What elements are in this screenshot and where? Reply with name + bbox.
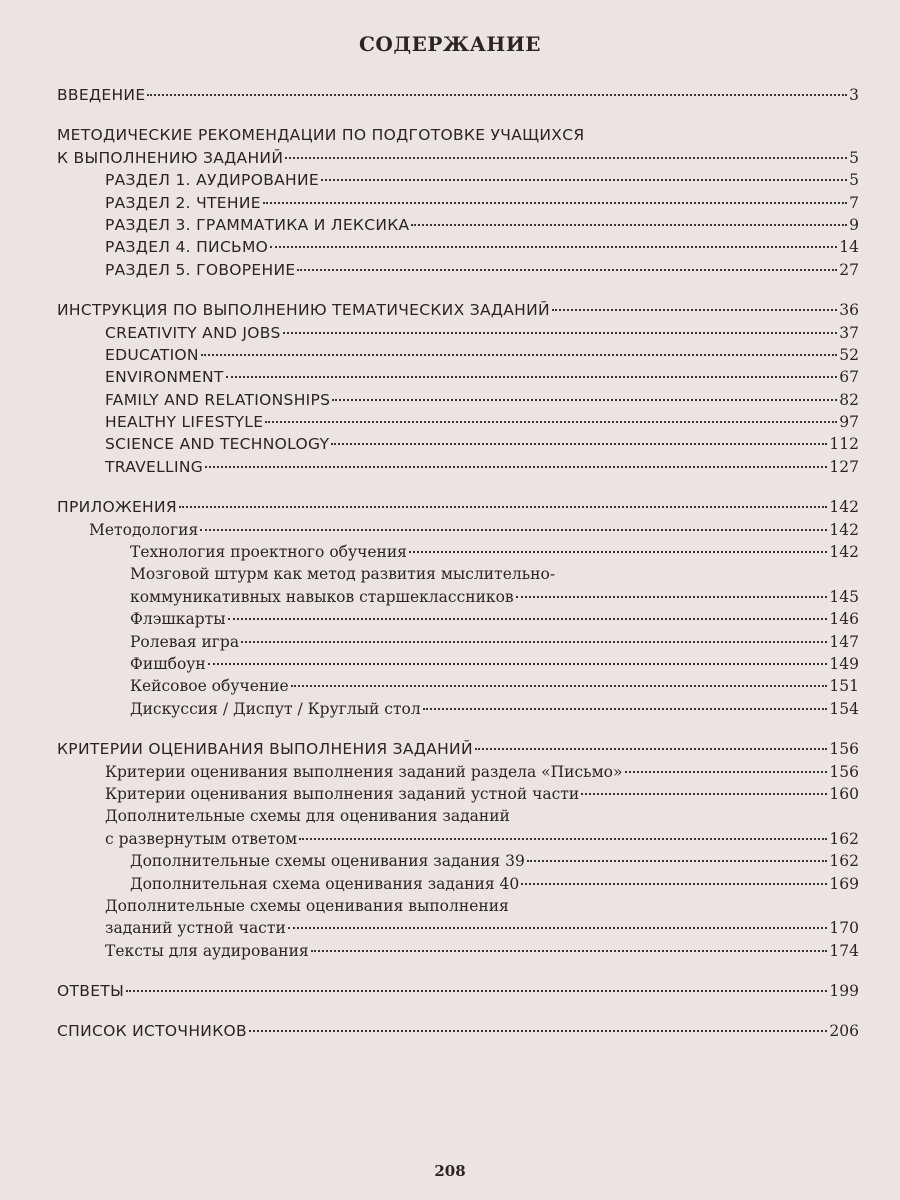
toc-entry-page: 14 [839,238,859,257]
toc-entry [57,84,859,106]
toc-entry [57,873,859,895]
toc-entry-page: 52 [839,345,859,364]
toc-entry-page: 82 [839,390,859,409]
toc-entry-page: 36 [839,301,859,320]
dot-leader [299,838,827,840]
toc-section [57,980,859,1002]
toc-entry-page: 146 [829,610,859,629]
toc-entry-page: 67 [839,368,859,387]
dot-leader [311,950,828,952]
toc-entry [57,214,859,236]
toc-entry-first-line [57,563,859,585]
toc-entry-page: 154 [829,699,859,718]
dot-leader [249,1030,827,1032]
toc-entry-title: ENVIRONMENT [105,368,224,387]
dot-leader [552,309,837,311]
toc-entry [57,389,859,411]
toc-entry-page: 206 [829,1022,859,1041]
toc-entry [57,980,859,1002]
toc-entry-title: CREATIVITY AND JOBS [105,323,281,342]
toc-entry [57,586,859,608]
page-number: 208 [434,1162,466,1180]
dot-leader [409,551,827,553]
toc-entry-page: 5 [849,148,859,167]
dot-leader [291,685,828,687]
toc-entry [57,236,859,258]
toc-entry-page: 9 [849,215,859,234]
dot-leader [625,771,828,773]
toc-entry-page: 169 [829,874,859,893]
toc-entry-page: 7 [849,193,859,212]
dot-leader [521,883,827,885]
toc-entry [57,850,859,872]
toc-entry-page: 142 [829,543,859,562]
toc-entry [57,456,859,478]
toc-entry-title: Кейсовое обучение [130,677,289,696]
toc-entry-title: Дополнительные схемы для оценивания заданий [105,807,510,826]
dot-leader [263,202,847,204]
toc-entry [57,541,859,563]
toc-entry-page: 199 [829,982,859,1001]
toc-entry-title: Дискуссия / Диспут / Круглый стол [130,699,421,718]
toc-entry-page: 112 [829,435,859,454]
toc-entry-title: Дополнительные схемы оценивания задания 39 [130,852,525,871]
toc-section [57,1020,859,1042]
toc-entry-page: 127 [829,457,859,476]
toc-entry [57,519,859,541]
toc-entry-title: РАЗДЕЛ 3. ГРАММАТИКА И ЛЕКСИКА [105,215,410,234]
toc-entry-title: ВВЕДЕНИЕ [57,86,146,104]
toc-entry [57,366,859,388]
toc-entry [57,828,859,850]
toc-entry-page: 147 [829,632,859,651]
toc-entry-page: 5 [849,171,859,190]
toc-entry-title: Методология [89,520,199,539]
toc-entry-title: коммуникативных навыков старшеклассников [130,587,514,606]
dot-leader [331,443,827,445]
toc-entry-page: 156 [829,740,859,759]
dot-leader [270,246,837,248]
toc-entry-title: РАЗДЕЛ 2. ЧТЕНИЕ [105,193,261,212]
toc-entry-title: Мозговой штурм как метод развития мыслительно- [130,565,556,584]
toc-entry-page: 170 [829,919,859,938]
toc-entry-title: Критерии оценивания выполнения заданий раздела «Письмо» [105,762,623,781]
toc-entry-title: КРИТЕРИИ ОЦЕНИВАНИЯ ВЫПОЛНЕНИЯ ЗАДАНИЙ [57,740,473,759]
toc-entry-page: 149 [829,654,859,673]
toc-entry-title: EDUCATION [105,345,199,364]
toc-entry [57,917,859,939]
toc-entry-title: FAMILY AND RELATIONSHIPS [105,390,331,409]
toc-entry [57,433,859,455]
toc-entry-first-line [57,124,859,146]
toc-entry-page: 151 [829,677,859,696]
toc-entry-title: К ВЫПОЛНЕНИЮ ЗАДАНИЙ [57,148,284,167]
toc-entry [57,344,859,366]
toc-entry-page: 145 [829,587,859,606]
toc-entry [57,783,859,805]
dot-leader [527,860,828,862]
toc-entry-title: МЕТОДИЧЕСКИЕ РЕКОМЕНДАЦИИ ПО ПОДГОТОВКЕ УЧАЩИХСЯ [57,126,585,145]
toc-entry-title: ИНСТРУКЦИЯ ПО ВЫПОЛНЕНИЮ ТЕМАТИЧЕСКИХ ЗАДАНИЙ [57,301,550,320]
toc-entry-title: Тексты для аудирования [105,941,309,960]
toc-entry-page: 174 [829,941,859,960]
dot-leader [285,157,847,159]
toc-entry-title: Технология проектного обучения [130,543,407,562]
dot-leader [228,618,828,620]
toc-entry [57,1020,859,1042]
dot-leader [516,596,828,598]
toc-entry-first-line [57,805,859,827]
toc-entry-page: 37 [839,323,859,342]
toc-entry-first-line [57,895,859,917]
toc-entry-page: 162 [829,829,859,848]
toc-entry-page: 142 [829,498,859,517]
toc-entry-title: Флэшкарты [130,610,226,629]
dot-leader [241,641,827,643]
toc-entry [57,608,859,630]
dot-leader [126,990,827,992]
toc-entry-title: ОТВЕТЫ [57,982,125,1001]
dot-leader [423,708,828,710]
toc-entry [57,259,859,281]
toc-section [57,299,859,478]
toc-entry-title: РАЗДЕЛ 5. ГОВОРЕНИЕ [105,260,296,279]
dot-leader [475,748,828,750]
toc-entry [57,322,859,344]
toc-entry [57,761,859,783]
toc-entry-title: РАЗДЕЛ 1. АУДИРОВАНИЕ [105,171,319,190]
dot-leader [147,94,847,96]
dot-leader [332,399,837,401]
dot-leader [288,927,828,929]
dot-leader [201,354,837,356]
dot-leader [179,506,827,508]
toc-entry [57,631,859,653]
dot-leader [411,224,847,226]
toc-entry-title: Дополнительная схема оценивания задания 40 [130,874,520,893]
toc-entry-title: Фишбоун [130,654,206,673]
toc-entry-title: РАЗДЕЛ 4. ПИСЬМО [105,238,269,257]
toc-entry-page: 97 [839,413,859,432]
dot-leader [283,332,838,334]
toc-entry [57,653,859,675]
toc-entry-title: TRAVELLING [105,457,204,476]
toc-entry-page: 160 [829,784,859,803]
toc-section [57,738,859,962]
toc-entry [57,299,859,321]
toc-entry-page: 142 [829,520,859,539]
toc-entry [57,147,859,169]
toc-entry [57,940,859,962]
dot-leader [297,269,837,271]
toc-entry-title: СПИСОК ИСТОЧНИКОВ [57,1022,247,1041]
dot-leader [265,421,837,423]
toc-section [57,84,859,106]
page-title: СОДЕРЖАНИЕ [359,32,541,56]
toc-entry-title: HEALTHY LIFESTYLE [105,413,264,432]
toc-entry-title: Ролевая игра [130,632,240,651]
toc-entry-title: Дополнительные схемы оценивания выполнения [105,896,509,915]
toc-entry [57,698,859,720]
toc-entry [57,169,859,191]
toc-entry-title: заданий устной части [105,919,286,938]
toc-entry [57,738,859,760]
dot-leader [321,179,847,181]
toc-entry-title: с развернутым ответом [105,829,298,848]
table-of-contents [57,84,859,1061]
toc-entry-page: 27 [839,260,859,279]
toc-section [57,496,859,720]
toc-entry-title: ПРИЛОЖЕНИЯ [57,498,177,517]
dot-leader [200,529,827,531]
dot-leader [226,376,838,378]
toc-entry-page: 156 [829,762,859,781]
dot-leader [208,663,828,665]
toc-entry-title: Критерии оценивания выполнения заданий устной части [105,784,580,803]
toc-entry-page: 3 [849,86,859,104]
toc-entry [57,192,859,214]
toc-entry-title: SCIENCE AND TECHNOLOGY [105,435,330,454]
toc-section [57,124,859,281]
toc-entry [57,496,859,518]
toc-entry [57,411,859,433]
dot-leader [581,793,827,795]
toc-entry-page: 162 [829,852,859,871]
dot-leader [205,466,827,468]
toc-entry [57,675,859,697]
